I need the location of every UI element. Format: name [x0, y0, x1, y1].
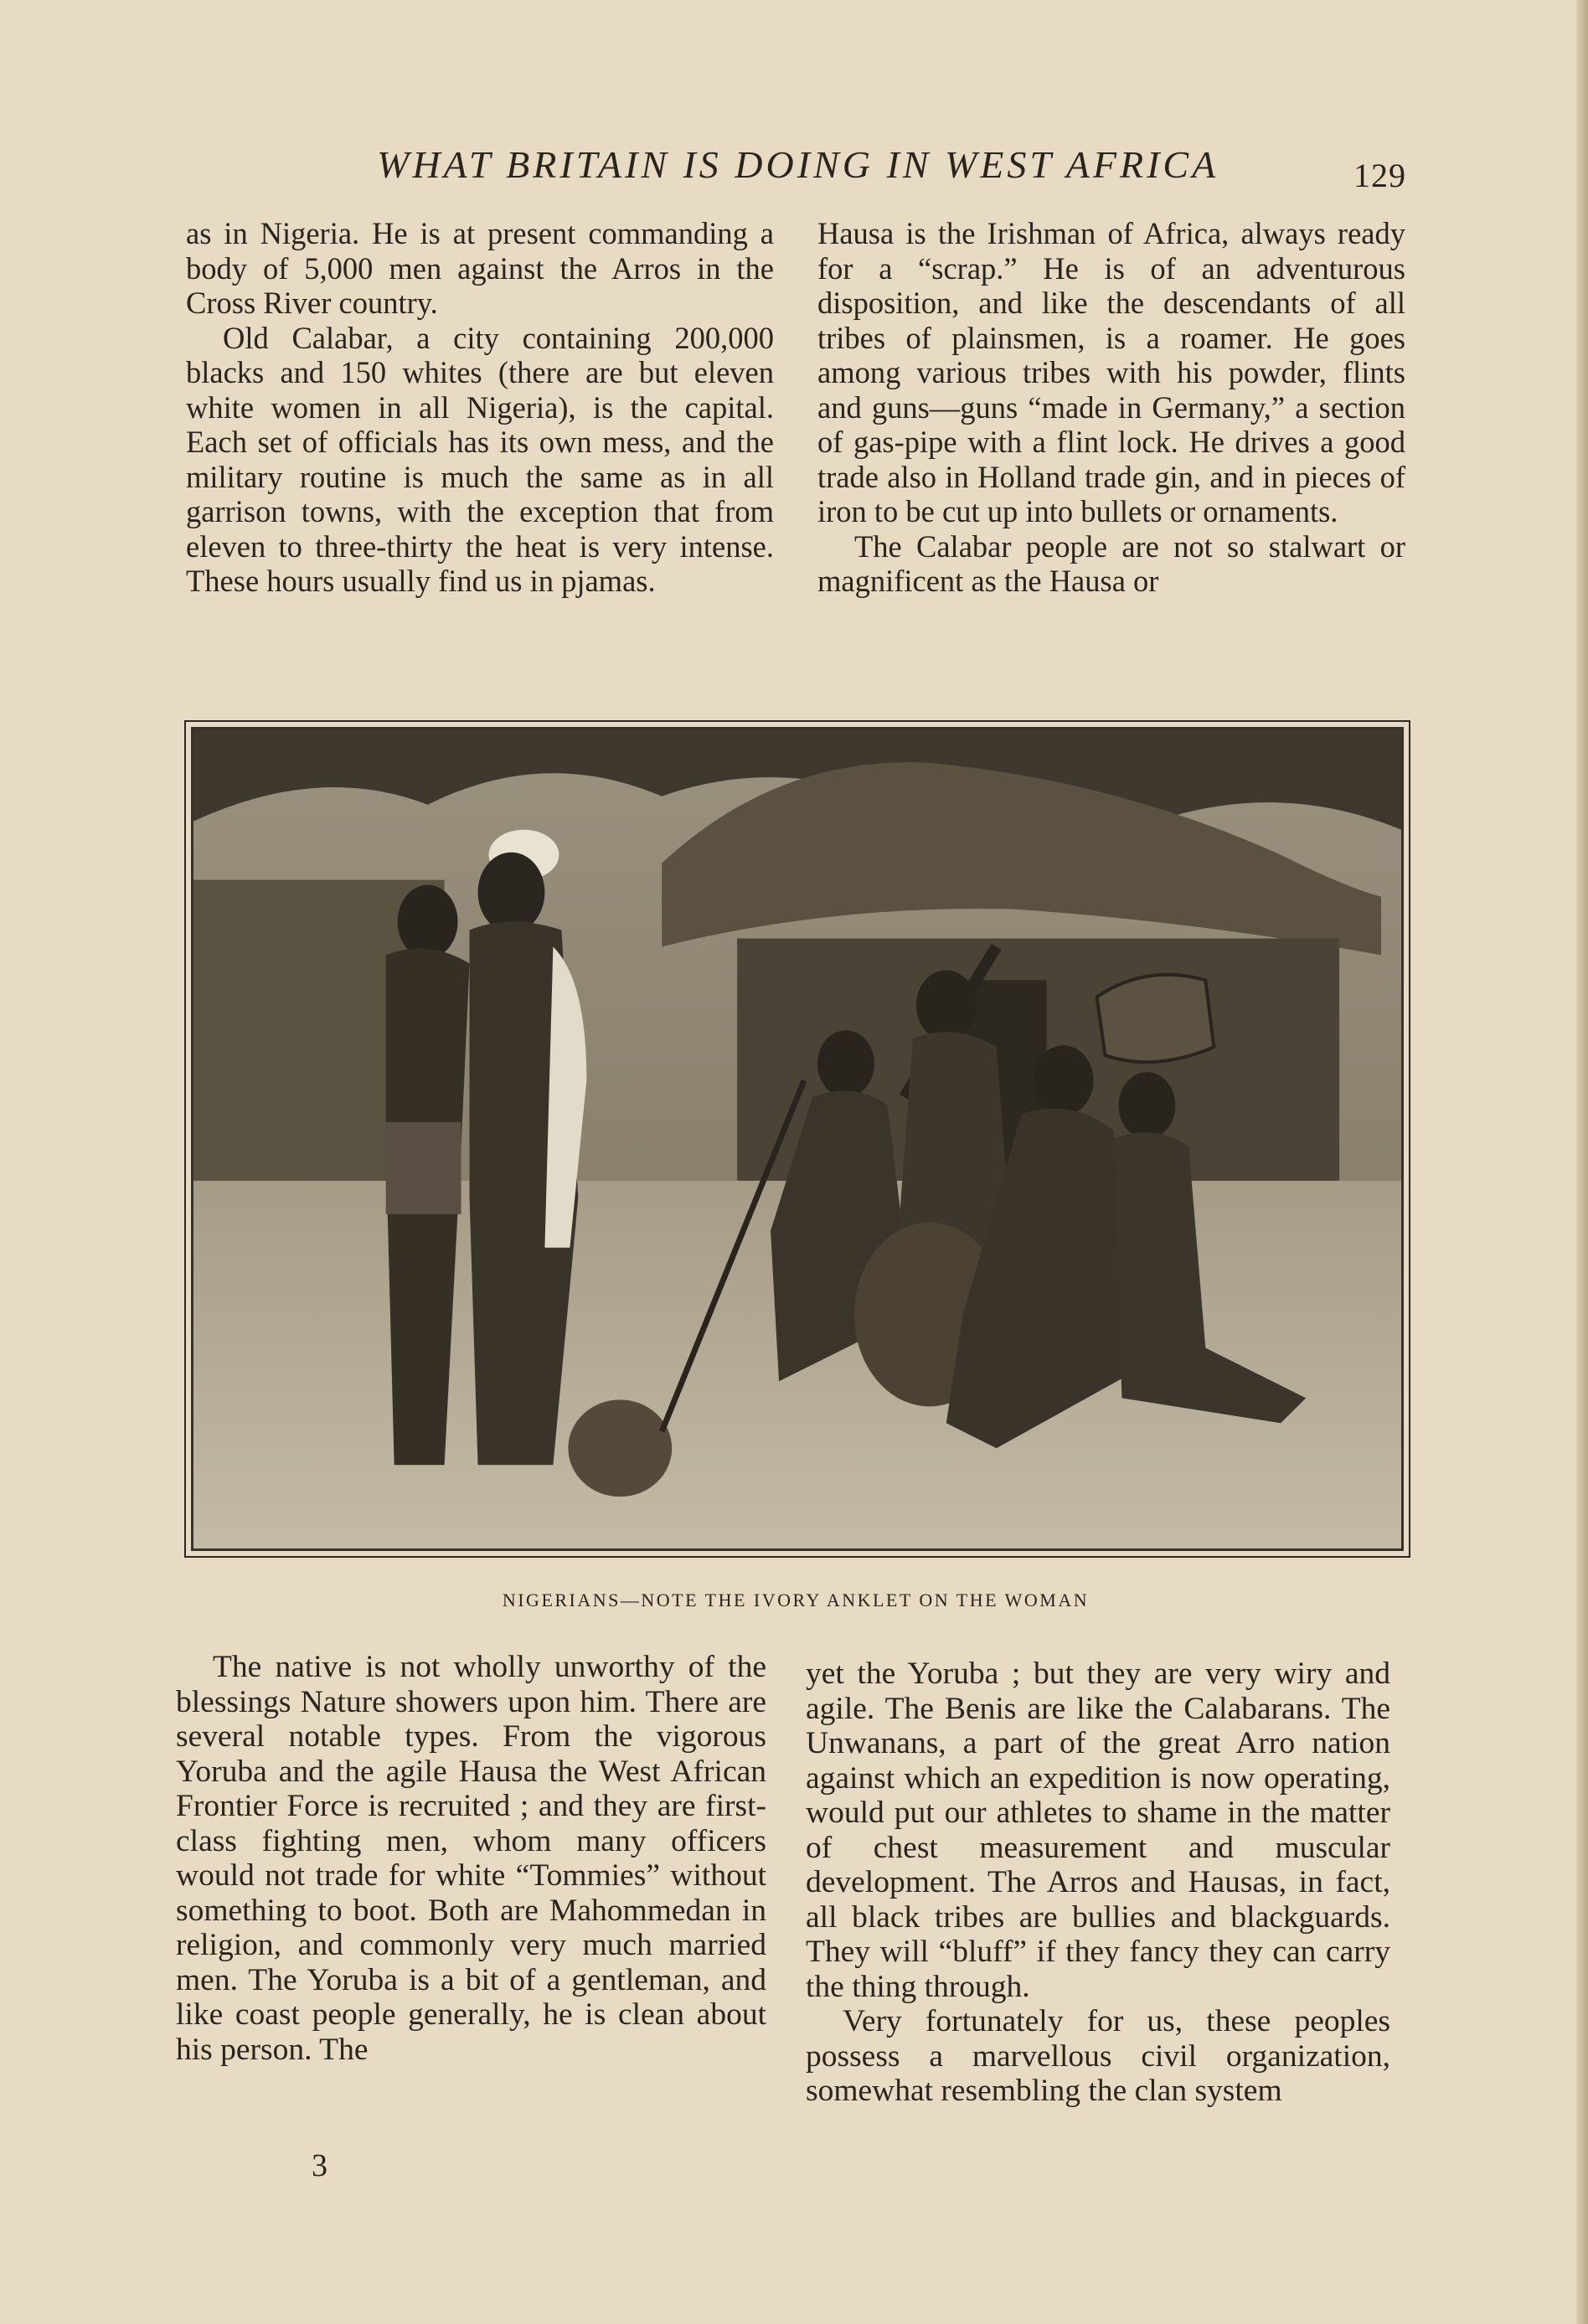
photograph-frame: [191, 727, 1404, 1551]
top-right-column: [817, 216, 1405, 599]
paragraph: yet the Yoruba ; but they are very wiry and agile. The Benis are like the Calabarans. The Unwanans, a part of the great Arro nation against which an expedition is now operating, would put our athletes to shame in the matter of chest measurement and muscular development. The Arros and Hausas, in fact, all black tribes are bullies and blackguards. They will “bluff” if they fancy they can carry the thing through.: [806, 1657, 1390, 2004]
page-edge: [1576, 0, 1588, 2324]
bottom-right-column: [806, 1657, 1390, 2109]
top-left-column: [186, 216, 774, 599]
page-number: 129: [1353, 157, 1406, 194]
bottom-left-column: [176, 1650, 766, 2067]
paragraph: The Calabar people are not so stalwart or magnificent as the Hausa or: [817, 528, 1405, 598]
paragraph: Hausa is the Irishman of Africa, always ready for a “scrap.” He is of an adventurous disposition, and like the descendants of all tribes of plainsmen, is a roamer. He goes among various tribes with his powder, flints and guns—guns “made in Germany,” a section of gas-pipe with a flint lock. He drives a good trade also in Holland trade gin, and in pieces of iron to be cut up into bullets or ornaments.: [817, 216, 1405, 528]
photo-illustration: [193, 729, 1401, 1548]
figure-caption: NIGERIANS—NOTE THE IVORY ANKLET ON THE WOMAN: [502, 1590, 1090, 1610]
paragraph: Very fortunately for us, these peoples possess a marvellous civil organization, somewhat resembling the clan system: [806, 2004, 1390, 2108]
paragraph: Old Calabar, a city containing 200,000 blacks and 150 whites (there are but eleven white women in all Nigeria), is the capital. Each set of officials has its own mess, and the military routine is much the same as in all garrison towns, with the exception that from eleven to three-thirty the heat is very intense. These hours usually find us in pjamas.: [186, 320, 774, 598]
paragraph: as in Nigeria. He is at present commanding a body of 5,000 men against the Arros in the Cross River country.: [186, 216, 774, 320]
paragraph: The native is not wholly unworthy of the blessings Nature showers upon him. There are several notable types. From the vigorous Yoruba and the agile Hausa the West African Frontier Force is recruited ; and they are first-class fighting men, whom many officers would not trade for white “Tommies” without something to boot. Both are Mahommedan in religion, and commonly very much married men. The Yoruba is a bit of a gentleman, and like coast people generally, he is clean about his person. The: [176, 1650, 766, 2067]
signature-mark: 3: [312, 2148, 327, 2183]
running-title: WHAT BRITAIN IS DOING IN WEST AFRICA: [377, 143, 1219, 186]
photograph: [184, 720, 1410, 1558]
